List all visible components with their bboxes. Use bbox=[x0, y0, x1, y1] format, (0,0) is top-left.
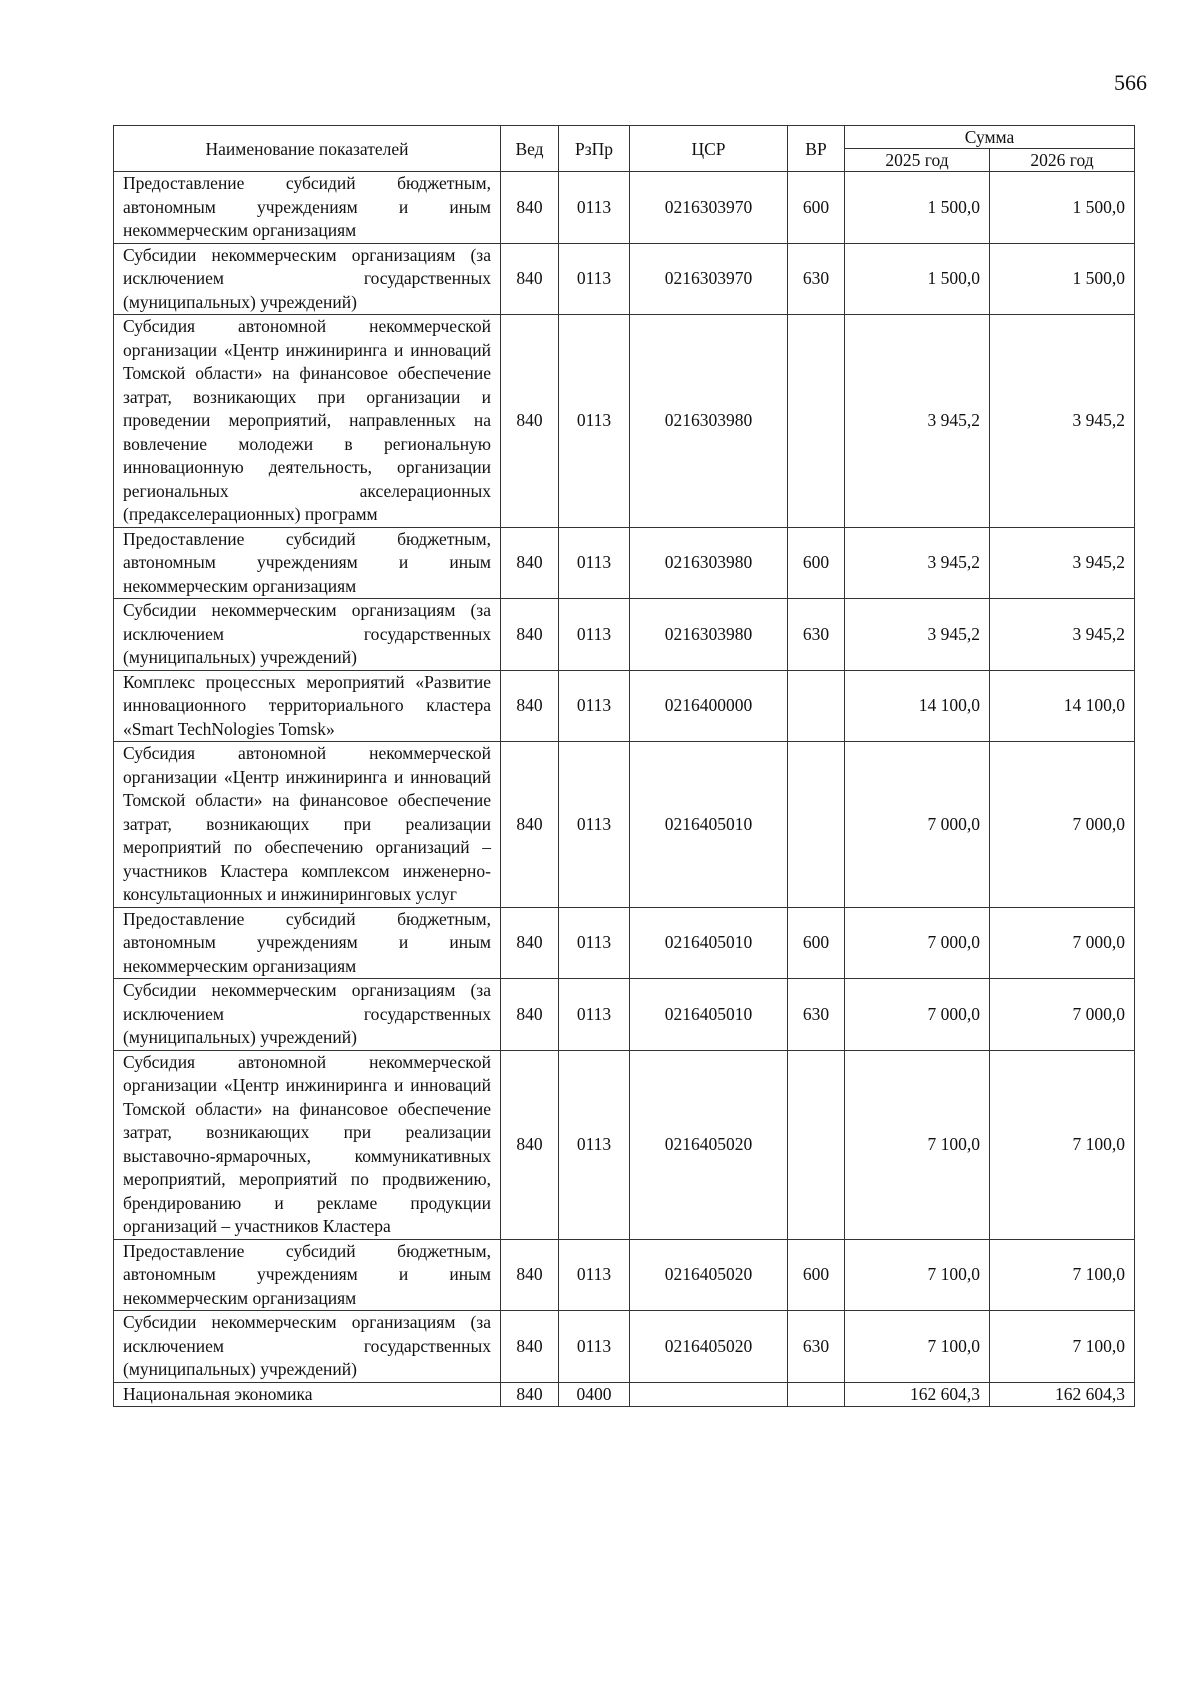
row-name: Предоставление субсидий бюджетным, автономным учреждениям и иным некоммерческим организациям bbox=[114, 527, 501, 599]
row-ved: 840 bbox=[501, 907, 559, 979]
row-sum-2026: 7 100,0 bbox=[990, 1311, 1135, 1383]
row-sum-2026: 7 000,0 bbox=[990, 742, 1135, 908]
row-csr: 0216303980 bbox=[630, 315, 788, 528]
row-name: Субсидии некоммерческим организациям (за исключением государственных (муниципальных) учреждений) bbox=[114, 243, 501, 315]
row-ved: 840 bbox=[501, 1050, 559, 1239]
row-sum-2025: 7 100,0 bbox=[845, 1239, 990, 1311]
row-rzpr: 0113 bbox=[559, 527, 630, 599]
header-sum: Сумма bbox=[845, 126, 1135, 149]
row-vr: 600 bbox=[788, 907, 845, 979]
row-vr: 600 bbox=[788, 172, 845, 244]
row-sum-2025: 3 945,2 bbox=[845, 315, 990, 528]
row-csr: 0216405020 bbox=[630, 1239, 788, 1311]
row-ved: 840 bbox=[501, 1239, 559, 1311]
row-sum-2025: 7 100,0 bbox=[845, 1050, 990, 1239]
row-sum-2025: 3 945,2 bbox=[845, 527, 990, 599]
row-rzpr: 0113 bbox=[559, 670, 630, 742]
row-sum-2026: 1 500,0 bbox=[990, 172, 1135, 244]
row-ved: 840 bbox=[501, 979, 559, 1051]
row-sum-2026: 162 604,3 bbox=[990, 1382, 1135, 1407]
row-name: Субсидия автономной некоммерческой организации «Центр инжиниринга и инноваций Томской области» на финансовое обеспечение затрат, возникающих при реализации выставочно-ярмарочных, коммуникативных мероприятий, мероприятий по продвижению, брендированию и рекламе продукции организаций – участников Кластера bbox=[114, 1050, 501, 1239]
row-sum-2025: 7 100,0 bbox=[845, 1311, 990, 1383]
header-ved: Вед bbox=[501, 126, 559, 172]
budget-table bbox=[113, 125, 1135, 1407]
row-csr: 0216405020 bbox=[630, 1050, 788, 1239]
row-vr bbox=[788, 742, 845, 908]
row-sum-2025: 3 945,2 bbox=[845, 599, 990, 671]
row-vr: 630 bbox=[788, 1311, 845, 1383]
row-name: Субсидия автономной некоммерческой организации «Центр инжиниринга и инноваций Томской области» на финансовое обеспечение затрат, возникающих при реализации мероприятий по обеспечению организаций – участников Кластера комплексом инженерно-консультационных и инжиниринговых услуг bbox=[114, 742, 501, 908]
row-ved: 840 bbox=[501, 172, 559, 244]
row-ved: 840 bbox=[501, 1311, 559, 1383]
table-header bbox=[114, 126, 1135, 172]
table-row bbox=[114, 1382, 1135, 1407]
row-name: Предоставление субсидий бюджетным, автономным учреждениям и иным некоммерческим организациям bbox=[114, 172, 501, 244]
row-sum-2025: 162 604,3 bbox=[845, 1382, 990, 1407]
row-name: Субсидии некоммерческим организациям (за исключением государственных (муниципальных) учреждений) bbox=[114, 599, 501, 671]
row-rzpr: 0400 bbox=[559, 1382, 630, 1407]
row-vr bbox=[788, 315, 845, 528]
row-sum-2026: 7 000,0 bbox=[990, 979, 1135, 1051]
row-rzpr: 0113 bbox=[559, 1239, 630, 1311]
row-vr bbox=[788, 1382, 845, 1407]
row-csr: 0216303980 bbox=[630, 599, 788, 671]
row-rzpr: 0113 bbox=[559, 243, 630, 315]
row-csr: 0216405020 bbox=[630, 1311, 788, 1383]
table-row bbox=[114, 599, 1135, 671]
page-number: 566 bbox=[1114, 70, 1147, 95]
row-vr: 600 bbox=[788, 1239, 845, 1311]
row-sum-2025: 7 000,0 bbox=[845, 907, 990, 979]
header-name: Наименование показателей bbox=[114, 126, 501, 172]
row-rzpr: 0113 bbox=[559, 599, 630, 671]
table-row bbox=[114, 172, 1135, 244]
row-csr: 0216303980 bbox=[630, 527, 788, 599]
row-rzpr: 0113 bbox=[559, 1050, 630, 1239]
row-vr: 630 bbox=[788, 979, 845, 1051]
row-ved: 840 bbox=[501, 315, 559, 528]
row-csr: 0216303970 bbox=[630, 243, 788, 315]
row-name: Предоставление субсидий бюджетным, автономным учреждениям и иным некоммерческим организациям bbox=[114, 1239, 501, 1311]
row-rzpr: 0113 bbox=[559, 1311, 630, 1383]
row-sum-2026: 3 945,2 bbox=[990, 527, 1135, 599]
row-ved: 840 bbox=[501, 599, 559, 671]
row-csr: 0216400000 bbox=[630, 670, 788, 742]
table-row bbox=[114, 907, 1135, 979]
row-vr: 630 bbox=[788, 599, 845, 671]
row-sum-2026: 7 000,0 bbox=[990, 907, 1135, 979]
table-row bbox=[114, 1239, 1135, 1311]
table-row bbox=[114, 527, 1135, 599]
header-vr: ВР bbox=[788, 126, 845, 172]
row-name: Предоставление субсидий бюджетным, автономным учреждениям и иным некоммерческим организациям bbox=[114, 907, 501, 979]
row-sum-2026: 1 500,0 bbox=[990, 243, 1135, 315]
table-row bbox=[114, 670, 1135, 742]
row-rzpr: 0113 bbox=[559, 907, 630, 979]
row-ved: 840 bbox=[501, 1382, 559, 1407]
header-rzpr: РзПр bbox=[559, 126, 630, 172]
row-vr: 600 bbox=[788, 527, 845, 599]
row-sum-2025: 1 500,0 bbox=[845, 243, 990, 315]
row-sum-2025: 7 000,0 bbox=[845, 742, 990, 908]
table-row bbox=[114, 979, 1135, 1051]
row-rzpr: 0113 bbox=[559, 979, 630, 1051]
header-csr: ЦСР bbox=[630, 126, 788, 172]
row-sum-2026: 7 100,0 bbox=[990, 1239, 1135, 1311]
row-name: Комплекс процессных мероприятий «Развитие инновационного территориального кластера «Smart TechNologies Tomsk» bbox=[114, 670, 501, 742]
row-vr bbox=[788, 1050, 845, 1239]
table-row bbox=[114, 742, 1135, 908]
table-row bbox=[114, 1050, 1135, 1239]
row-rzpr: 0113 bbox=[559, 315, 630, 528]
row-csr bbox=[630, 1382, 788, 1407]
table-row bbox=[114, 243, 1135, 315]
row-sum-2026: 7 100,0 bbox=[990, 1050, 1135, 1239]
row-rzpr: 0113 bbox=[559, 172, 630, 244]
row-ved: 840 bbox=[501, 742, 559, 908]
row-sum-2026: 3 945,2 bbox=[990, 599, 1135, 671]
table-row bbox=[114, 315, 1135, 528]
row-sum-2026: 3 945,2 bbox=[990, 315, 1135, 528]
row-vr: 630 bbox=[788, 243, 845, 315]
row-vr bbox=[788, 670, 845, 742]
row-ved: 840 bbox=[501, 670, 559, 742]
row-name: Субсидии некоммерческим организациям (за исключением государственных (муниципальных) учреждений) bbox=[114, 979, 501, 1051]
row-ved: 840 bbox=[501, 527, 559, 599]
row-sum-2026: 14 100,0 bbox=[990, 670, 1135, 742]
row-csr: 0216405010 bbox=[630, 907, 788, 979]
row-csr: 0216303970 bbox=[630, 172, 788, 244]
table-body bbox=[114, 172, 1135, 1407]
row-sum-2025: 7 000,0 bbox=[845, 979, 990, 1051]
header-2026: 2026 год bbox=[990, 149, 1135, 172]
header-2025: 2025 год bbox=[845, 149, 990, 172]
row-rzpr: 0113 bbox=[559, 742, 630, 908]
row-name: Субсидии некоммерческим организациям (за исключением государственных (муниципальных) учреждений) bbox=[114, 1311, 501, 1383]
row-sum-2025: 1 500,0 bbox=[845, 172, 990, 244]
row-csr: 0216405010 bbox=[630, 979, 788, 1051]
row-name: Субсидия автономной некоммерческой организации «Центр инжиниринга и инноваций Томской области» на финансовое обеспечение затрат, возникающих при организации и проведении мероприятий, направленных на вовлечение молодежи в региональную инновационную деятельность, организации региональных акселерационных (предакселерационных) программ bbox=[114, 315, 501, 528]
row-ved: 840 bbox=[501, 243, 559, 315]
row-csr: 0216405010 bbox=[630, 742, 788, 908]
row-sum-2025: 14 100,0 bbox=[845, 670, 990, 742]
table-row bbox=[114, 1311, 1135, 1383]
row-name: Национальная экономика bbox=[114, 1382, 501, 1407]
